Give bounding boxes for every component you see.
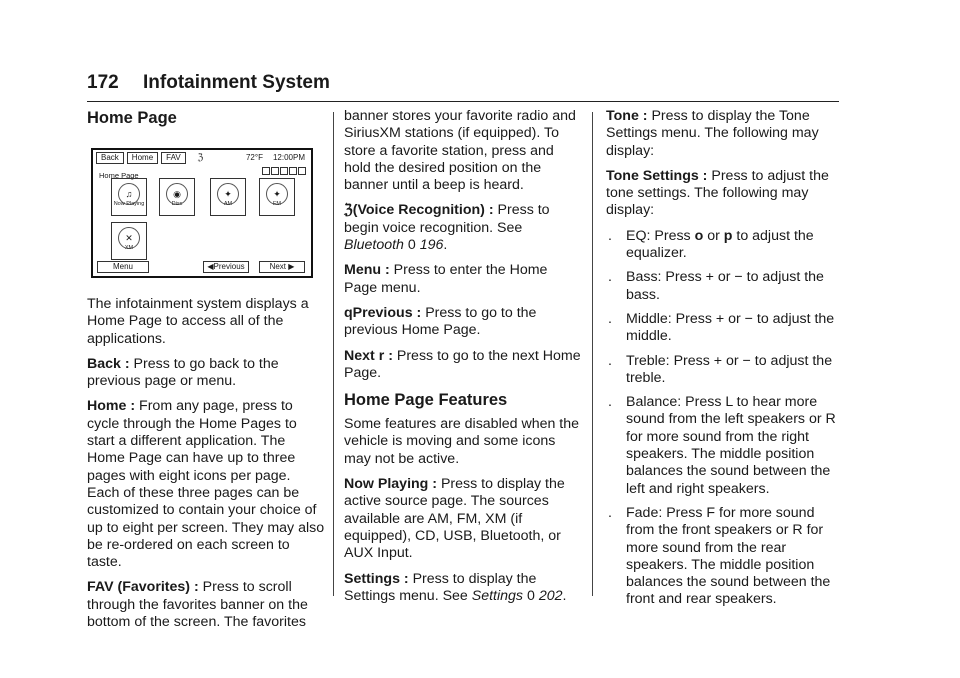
next-arrow-icon: r (378, 347, 385, 364)
ref-arrow-icon: 0 (526, 587, 535, 604)
list-item: . Fade: Press F for more sound from the front speakers or R for more sound from the rear speakers. The middle position balances the sound between the front and rear speakers. (608, 504, 831, 608)
previous-paragraph: qPrevious : Press to go to the previous Home Page. (344, 304, 537, 339)
voice-icon: ℨ (344, 202, 353, 219)
list-item: . Treble: Press + or − to adjust the treble. (608, 352, 833, 386)
screen-home-page-label: Home Page (99, 171, 139, 180)
section-heading: Home Page Features (344, 391, 508, 410)
xm-icon: ✕ (118, 227, 140, 249)
screen-menu-button: Menu (97, 261, 149, 273)
home-paragraph: Home : From any page, press to cycle through the Home Pages to start a different application. The Home Page can have up to three pages with eight icons per page. Each of these three pages can be customized to contain your choice of up to eight per screen. They may also be re-ordered on each screen to taste. (87, 398, 325, 571)
list-item: . Middle: Press + or − to adjust the middle. (608, 310, 835, 345)
page-header (87, 70, 839, 102)
list-item: . Balance: Press L to hear more sound from the left speakers or R for more sound from the right speakers. The middle position balances the sound between the left and right speakers. (608, 394, 836, 497)
screen-next-button: Next ▶ (259, 261, 305, 273)
column-divider (592, 112, 593, 596)
right-arrow-icon: p (723, 227, 733, 244)
now-playing-icon: ♫ (118, 183, 140, 205)
chapter-title: Infotainment System (143, 72, 330, 93)
list-item: . EQ: Press o or p to adjust the equalizer. (608, 227, 814, 262)
column-1 (87, 108, 325, 639)
cross-reference: Bluetooth (344, 237, 404, 254)
tile-xm: ✕ XM (111, 222, 147, 260)
column-3 (606, 108, 842, 616)
ref-arrow-icon: 0 (407, 237, 416, 254)
disc-icon: ◉ (166, 183, 188, 205)
list-item: . Bass: Press + or − to adjust the bass. (608, 269, 824, 303)
menu-paragraph: Menu : Press to enter the Home Page menu. (344, 262, 548, 296)
column-divider (333, 112, 334, 596)
fav-paragraph: FAV (Favorites) : Press to scroll through the favorites banner on the bottom of the screen. The favorites (87, 579, 308, 631)
screen-home-button: Home (127, 152, 158, 164)
fm-antenna-icon: ✦ (266, 183, 288, 205)
screen-previous-button: ◀Previous (203, 261, 249, 273)
tile-now-playing: ♫ Now Playing (111, 178, 147, 216)
home-page-screen-illustration (91, 148, 313, 278)
page-number: 172 (87, 72, 119, 93)
column-2 (344, 108, 584, 613)
status-icon (262, 167, 270, 175)
tone-paragraph: Tone : Press to display the Tone Settings menu. The following may display: (606, 108, 819, 159)
screen-top-bar (93, 150, 311, 165)
tile-am: ✦ AM (210, 178, 246, 216)
settings-paragraph: Settings : Press to display the Settings menu. See Settings 0 202. (344, 570, 567, 604)
tone-settings-paragraph: Tone Settings : Press to adjust the tone settings. The following may display: (606, 167, 829, 219)
status-icon (280, 167, 288, 175)
next-paragraph: Next r : Press to go to the next Home Page. (344, 347, 581, 381)
previous-arrow-icon: q (344, 304, 353, 321)
now-playing-paragraph: Now Playing : Press to display the active source page. The sources available are AM, FM, XM (if equipped), CD, USB, Bluetooth, or AUX Input. (344, 476, 565, 562)
section-heading: Home Page (87, 109, 177, 127)
status-icon (289, 167, 297, 175)
features-intro-paragraph: Some features are disabled when the vehicle is moving and some icons may not be active. (344, 416, 580, 467)
cross-reference: Settings (471, 587, 524, 604)
tile-disc: ◉ Disc (159, 178, 195, 216)
status-icons (262, 167, 306, 175)
status-icon (298, 167, 306, 175)
screen-fav-button: FAV (161, 152, 186, 164)
voice-paragraph: ℨ(Voice Recognition) : Press to begin voice recognition. See Bluetooth 0 196. (344, 202, 550, 254)
tile-fm: ✦ FM (259, 178, 295, 216)
voice-icon: ℨ (197, 151, 204, 162)
screen-clock: 12:00PM (272, 152, 305, 162)
fav-continued-paragraph: banner stores your favorite radio and SiriusXM stations (if equipped). To store a favorite station, press and hold the desired position on the banner until a beep is heard. (344, 108, 576, 194)
back-paragraph: Back : Press to go back to the previous page or menu. (87, 355, 279, 390)
screen-temperature: 72°F (245, 152, 263, 162)
screen-bottom-bar (93, 260, 311, 273)
left-arrow-icon: o (694, 227, 704, 244)
status-icon (271, 167, 279, 175)
screen-back-button: Back (96, 152, 124, 164)
intro-paragraph: The infotainment system displays a Home Page to access all of the applications. (87, 296, 309, 347)
am-antenna-icon: ✦ (217, 183, 239, 205)
